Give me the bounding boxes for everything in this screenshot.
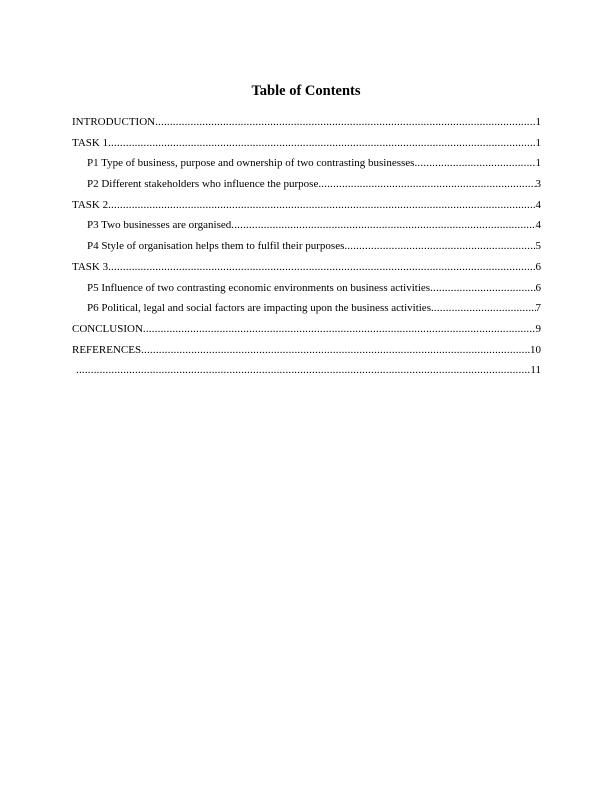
toc-entry-page: 1 (535, 116, 541, 128)
toc-entry-label: P3 Two businesses are organised (87, 219, 232, 232)
page-title: Table of Contents (251, 83, 361, 99)
toc-entry-label: TASK 1 (72, 136, 109, 149)
toc-entry-label: REFERENCES (72, 343, 142, 356)
toc-entry-label: P1 Type of business, purpose and ownership of two contrasting businesses (87, 157, 415, 170)
dot-leader (143, 319, 536, 340)
dot-leader (318, 174, 535, 195)
toc-entry-page: 5 (535, 240, 541, 253)
dot-leader (108, 133, 535, 154)
toc-entry-references[interactable] (72, 340, 541, 361)
toc-entry-page: 6 (535, 281, 541, 294)
dot-leader (76, 360, 530, 381)
table-of-contents (72, 112, 541, 381)
dot-leader (430, 278, 535, 299)
toc-entry-page: 10 (530, 343, 541, 356)
toc-entry-label: P4 Style of organisation helps them to fulfil their purposes (87, 240, 345, 253)
toc-entry-p1[interactable] (72, 153, 541, 174)
toc-entry-p6[interactable] (72, 298, 541, 319)
toc-entry-label: TASK 2 (72, 198, 109, 211)
toc-entry-untitled[interactable] (72, 360, 541, 381)
toc-entry-page: 4 (535, 198, 541, 211)
toc-entry-page: 1 (535, 136, 541, 149)
toc-entry-page: 3 (535, 178, 541, 191)
toc-entry-p4[interactable] (72, 236, 541, 257)
toc-entry-label: CONCLUSION (72, 322, 143, 335)
toc-entry-task-3[interactable] (72, 257, 541, 278)
toc-entry-task-1[interactable] (72, 133, 541, 154)
dot-leader (414, 153, 535, 174)
toc-entry-label: INTRODUCTION (72, 116, 156, 128)
toc-entry-page: 1 (535, 157, 541, 170)
toc-entry-task-2[interactable] (72, 195, 541, 216)
toc-entry-label: TASK 3 (72, 260, 109, 273)
dot-leader (108, 257, 535, 278)
toc-entry-page: 7 (535, 302, 541, 315)
toc-entry-p3[interactable] (72, 215, 541, 236)
toc-entry-p2[interactable] (72, 174, 541, 195)
dot-leader (108, 195, 535, 216)
toc-entry-label: P2 Different stakeholders who influence the purpose (87, 178, 319, 191)
toc-entry-page: 9 (535, 322, 541, 335)
toc-entry-label: P6 Political, legal and social factors are impacting upon the business activities (87, 302, 431, 315)
toc-entry-p5[interactable] (72, 278, 541, 299)
dot-leader (141, 340, 530, 361)
dot-leader (431, 298, 536, 319)
toc-entry-page: 4 (535, 219, 541, 232)
toc-entry-label: P5 Influence of two contrasting economic environments on business activities (87, 281, 431, 294)
dot-leader (231, 215, 535, 236)
dot-leader (344, 236, 535, 257)
toc-entry-introduction[interactable] (72, 112, 541, 133)
toc-entry-page: 11 (530, 364, 541, 377)
toc-entry-conclusion[interactable] (72, 319, 541, 340)
dot-leader (155, 112, 535, 133)
toc-entry-page: 6 (535, 260, 541, 273)
